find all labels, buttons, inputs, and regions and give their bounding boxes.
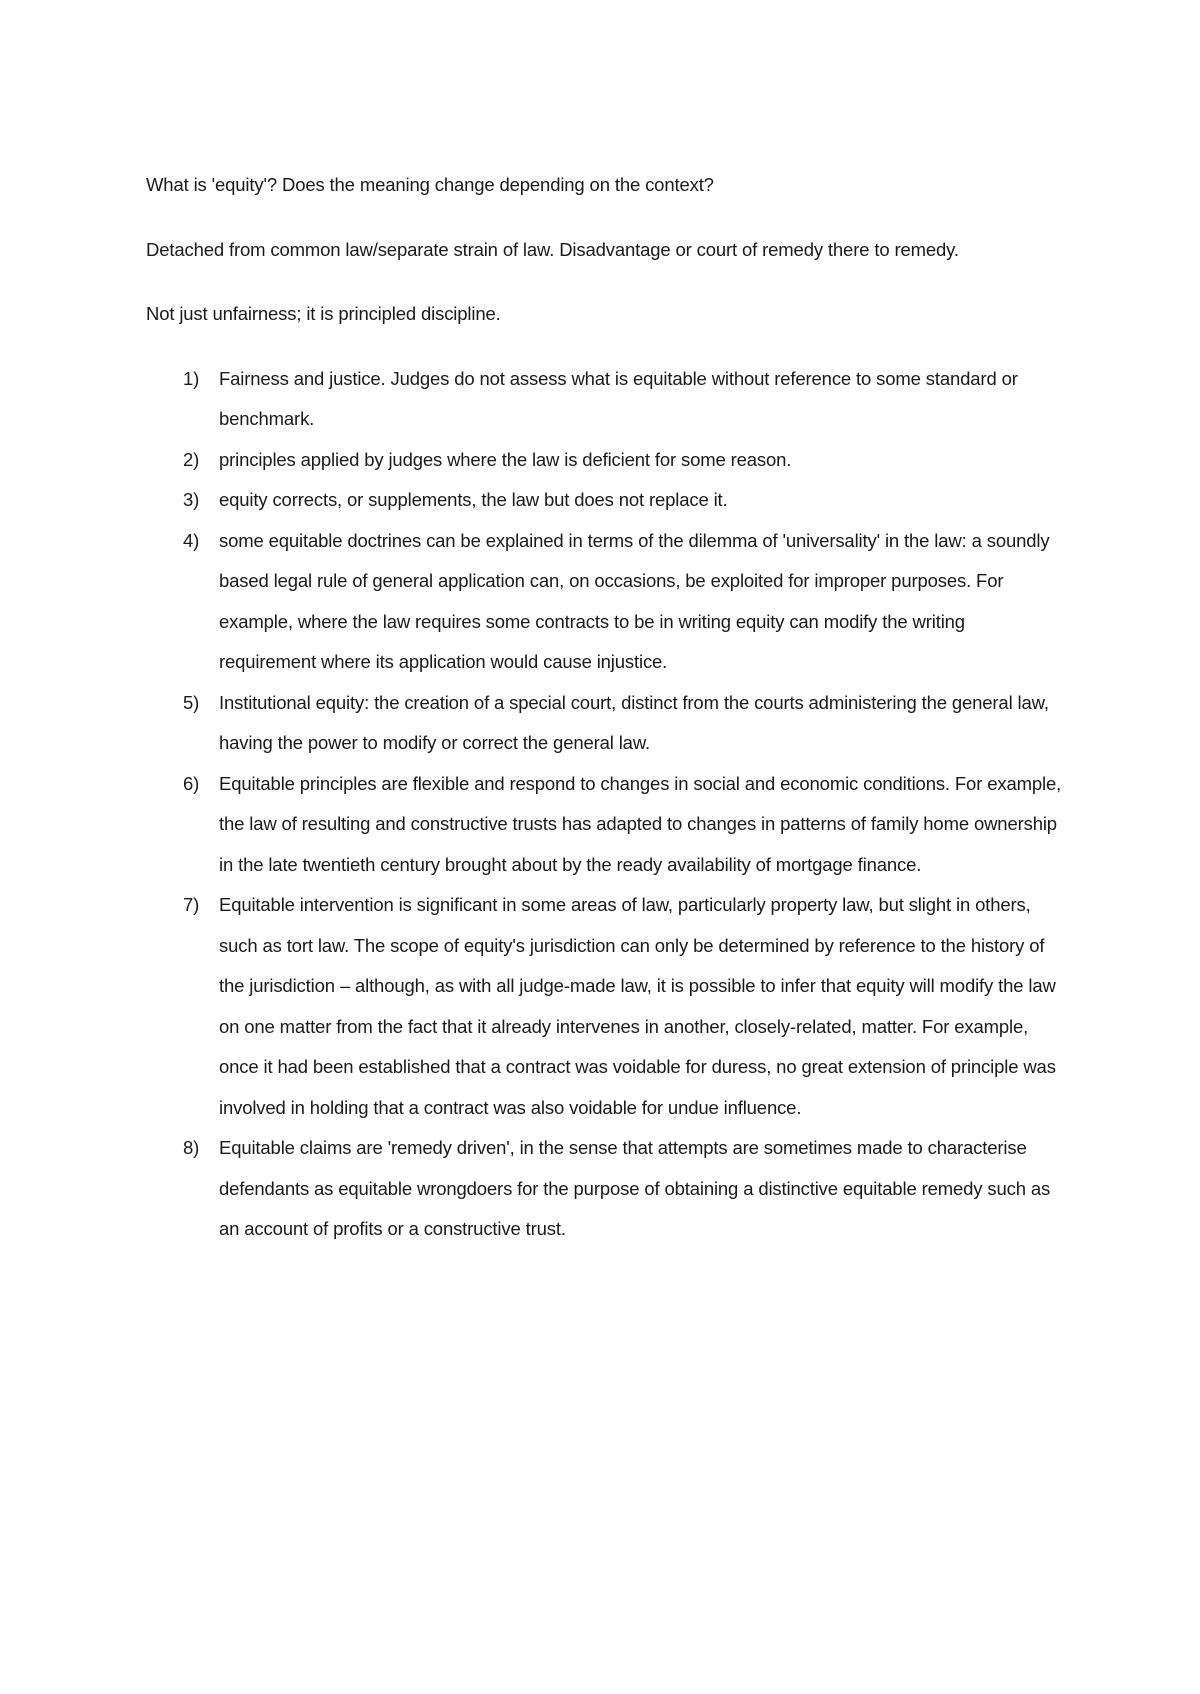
list-number: 2) <box>183 448 200 470</box>
list-number: 6) <box>183 772 200 794</box>
list-item <box>146 480 1066 521</box>
list-item-text: Institutional equity: the creation of a special court, distinct from the courts administering the general law, having the power to modify or correct the general law. <box>219 691 1049 753</box>
list-number: 1) <box>183 367 200 389</box>
list-number: 8) <box>183 1137 200 1158</box>
list-item <box>146 1128 1066 1250</box>
list-item-text: equity corrects, or supplements, the law but does not replace it. <box>219 489 728 510</box>
document-body <box>146 165 1066 1250</box>
list-item <box>146 359 1066 440</box>
list-number: 4) <box>183 529 200 551</box>
list-item-text: principles applied by judges where the law is deficient for some reason. <box>219 448 792 470</box>
list-item-text: some equitable doctrines can be explained in terms of the dilemma of 'universality' in the law: a soundly based legal rule of general application can, on occasions, be exploited for improper purposes. For example, where the law requires some contracts to be in writing equity can modify the writing requirement where its application would cause injustice. <box>219 529 1050 672</box>
paragraph: Detached from common law/separate strain of law. Disadvantage or court of remedy there to remedy. <box>146 238 959 260</box>
list-number: 3) <box>183 489 200 510</box>
list-item <box>146 440 1066 481</box>
numbered-list <box>146 359 1066 1250</box>
list-number: 5) <box>183 691 200 713</box>
paragraph: Not just unfairness; it is principled discipline. <box>146 303 501 324</box>
list-number: 7) <box>183 894 200 915</box>
list-item <box>146 885 1066 1128</box>
list-item-text: Equitable principles are flexible and respond to changes in social and economic conditions. For example, the law of resulting and constructive trusts has adapted to changes in patterns of family home ownership in the late twentieth century brought about by the ready availability of mortgage finance. <box>219 772 1062 875</box>
list-item <box>146 521 1066 683</box>
list-item-text: Equitable claims are 'remedy driven', in the sense that attempts are sometimes made to characterise defendants as equitable wrongdoers for the purpose of obtaining a distinctive equitable remedy such as an account of profits or a constructive trust. <box>219 1137 1051 1239</box>
list-item <box>146 764 1066 886</box>
list-item-text: Equitable intervention is significant in some areas of law, particularly property law, but slight in others, such as tort law. The scope of equity's jurisdiction can only be determined by reference to the history of the jurisdiction – although, as with all judge-made law, it is possible to infer that equity will modify the law on one matter from the fact that it already intervenes in another, closely-related, matter. For example, once it had been established that a contract was voidable for duress, no great extension of principle was involved in holding that a contract was also voidable for undue influence. <box>219 894 1056 1118</box>
list-item-text: Fairness and justice. Judges do not assess what is equitable without reference to some standard or benchmark. <box>219 367 1018 429</box>
question-heading: What is 'equity'? Does the meaning change depending on the context? <box>146 174 714 195</box>
list-item <box>146 683 1066 764</box>
